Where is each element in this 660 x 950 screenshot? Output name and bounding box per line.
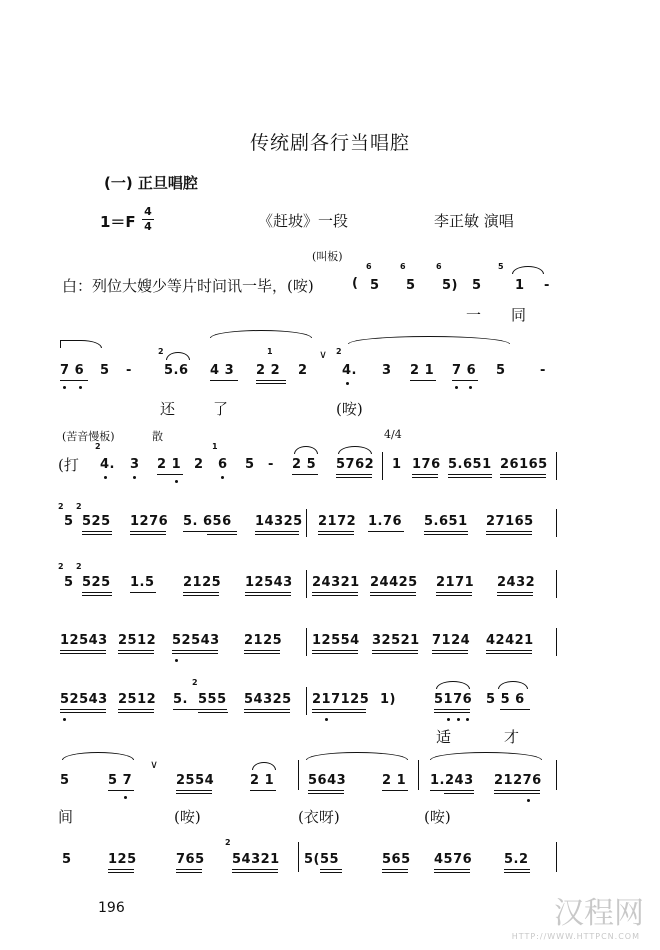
- note: 1276: [130, 514, 169, 529]
- note: 525: [82, 575, 111, 590]
- note: 765: [176, 852, 205, 867]
- note: 5(55: [304, 852, 340, 867]
- note: 2 1: [157, 457, 182, 472]
- note: 2: [298, 363, 308, 378]
- note: 21276: [494, 773, 542, 788]
- note: 4.: [342, 363, 357, 378]
- note: 1.76: [368, 514, 403, 529]
- note: 5762: [336, 457, 375, 472]
- key-signature: 1＝F: [100, 213, 136, 231]
- percussion-cue: (打: [58, 456, 79, 474]
- note: 5.: [173, 692, 188, 707]
- note: 5): [442, 278, 458, 293]
- note: 7 6: [452, 363, 477, 378]
- note: 5: [60, 773, 70, 788]
- note: 176: [412, 457, 441, 472]
- note: 2 1: [382, 773, 407, 788]
- watermark-logo: 汉程网: [554, 896, 644, 931]
- note: 2172: [318, 514, 357, 529]
- note: -: [268, 457, 274, 472]
- note: 1.243: [430, 773, 474, 788]
- note: 2 1: [410, 363, 435, 378]
- note: 125: [108, 852, 137, 867]
- time-signature: [142, 206, 154, 233]
- piece-title: 《赶坡》一段: [258, 212, 349, 230]
- note: 5: [370, 278, 380, 293]
- note: 5 5 6: [486, 692, 525, 707]
- note: 42421: [486, 633, 534, 648]
- time-signature-bottom: 4: [144, 220, 152, 233]
- note: 12554: [312, 633, 360, 648]
- note: 2125: [183, 575, 222, 590]
- grace-note: 2: [95, 442, 101, 451]
- annotation-jiaoban: (叫板): [312, 250, 343, 263]
- note: 5: [406, 278, 416, 293]
- note: 52543: [60, 692, 108, 707]
- grace-note: 5: [498, 262, 504, 271]
- grace-note: 6: [436, 262, 442, 271]
- note: 5: [64, 514, 74, 529]
- note: 2512: [118, 633, 157, 648]
- note: 12543: [60, 633, 108, 648]
- lyric: (咹): [424, 808, 451, 826]
- note: 3: [382, 363, 392, 378]
- note: 54321: [232, 852, 280, 867]
- note: 2 1: [250, 773, 275, 788]
- note: 5. 656: [183, 514, 232, 529]
- note: 5.2: [504, 852, 529, 867]
- note: 5 7: [108, 773, 133, 788]
- note: 12543: [245, 575, 293, 590]
- note: 217125: [312, 692, 370, 707]
- note: 4 3: [210, 363, 235, 378]
- page-title: 传统剧各行当唱腔: [249, 132, 410, 154]
- lyric: 了: [213, 400, 229, 418]
- note: 525: [82, 514, 111, 529]
- lyric: (咹): [174, 808, 201, 826]
- note: 24425: [370, 575, 418, 590]
- note: -: [540, 363, 546, 378]
- note: 1): [380, 692, 396, 707]
- note: 3: [130, 457, 140, 472]
- note: 4.: [100, 457, 115, 472]
- grace-note: 1: [212, 442, 218, 451]
- note: 565: [382, 852, 411, 867]
- grace-note: 2: [58, 562, 64, 571]
- lyric: 才: [504, 728, 520, 746]
- note: -: [126, 363, 132, 378]
- note: 1: [392, 457, 402, 472]
- note: 2125: [244, 633, 283, 648]
- lyric: 间: [58, 808, 74, 826]
- note: 5.6: [164, 363, 189, 378]
- note: 2: [194, 457, 204, 472]
- grace-note: 6: [366, 262, 372, 271]
- note: 2554: [176, 773, 215, 788]
- note: 5: [496, 363, 506, 378]
- note: -: [544, 278, 550, 293]
- section-heading: (一) 正旦唱腔: [104, 174, 198, 192]
- note: 14325: [255, 514, 303, 529]
- note: 2512: [118, 692, 157, 707]
- grace-note: 2: [158, 347, 164, 356]
- note: 5: [472, 278, 482, 293]
- note: 1: [515, 278, 525, 293]
- note: 5643: [308, 773, 347, 788]
- note: 5: [245, 457, 255, 472]
- note: 7 6: [60, 363, 85, 378]
- lyric: 一: [466, 306, 482, 324]
- note: 27165: [486, 514, 534, 529]
- lyric: 适: [436, 728, 452, 746]
- lyric: 还: [160, 400, 176, 418]
- grace-note: 2: [76, 562, 82, 571]
- watermark-url: HTTP://WWW.HTTPCN.COM: [511, 932, 640, 941]
- tempo-marking: (苦音慢板): [62, 430, 115, 443]
- note: 7124: [432, 633, 471, 648]
- grace-note: 1: [267, 347, 273, 356]
- grace-note: 2: [225, 838, 231, 847]
- note: 5: [62, 852, 72, 867]
- speech-text: 白：列位大嫂少等片时问讯一毕，(咹): [62, 277, 314, 295]
- time-signature-top: 4: [144, 205, 152, 218]
- grace-note: 2: [336, 347, 342, 356]
- note: 32521: [372, 633, 420, 648]
- lyric: (衣呀): [298, 808, 340, 826]
- note: 2 5: [292, 457, 317, 472]
- note: 2171: [436, 575, 475, 590]
- grace-note: 6: [400, 262, 406, 271]
- performer: 李正敏 演唱: [434, 212, 514, 230]
- note: 5.651: [424, 514, 468, 529]
- note: 5: [100, 363, 110, 378]
- note: 1.5: [130, 575, 155, 590]
- grace-note: 2: [76, 502, 82, 511]
- grace-note: 2: [58, 502, 64, 511]
- note: 5: [64, 575, 74, 590]
- note: 52543: [172, 633, 220, 648]
- note: 555: [198, 692, 227, 707]
- lyric: (咹): [336, 400, 363, 418]
- free-meter-marking: 散: [152, 430, 163, 443]
- note: 6: [218, 457, 228, 472]
- note: 24321: [312, 575, 360, 590]
- note: (: [352, 276, 359, 291]
- note: 2432: [497, 575, 536, 590]
- breath-mark: ∨: [319, 348, 328, 361]
- note: 2 2: [256, 363, 281, 378]
- note: 5.651: [448, 457, 492, 472]
- note: 54325: [244, 692, 292, 707]
- lyric: 同: [511, 306, 527, 324]
- meter-change: 4/4: [384, 428, 402, 441]
- grace-note: 2: [192, 678, 198, 687]
- breath-mark: ∨: [150, 758, 159, 771]
- note: 4576: [434, 852, 473, 867]
- page-number: 196: [98, 900, 125, 916]
- note: 26165: [500, 457, 548, 472]
- note: 5176: [434, 692, 473, 707]
